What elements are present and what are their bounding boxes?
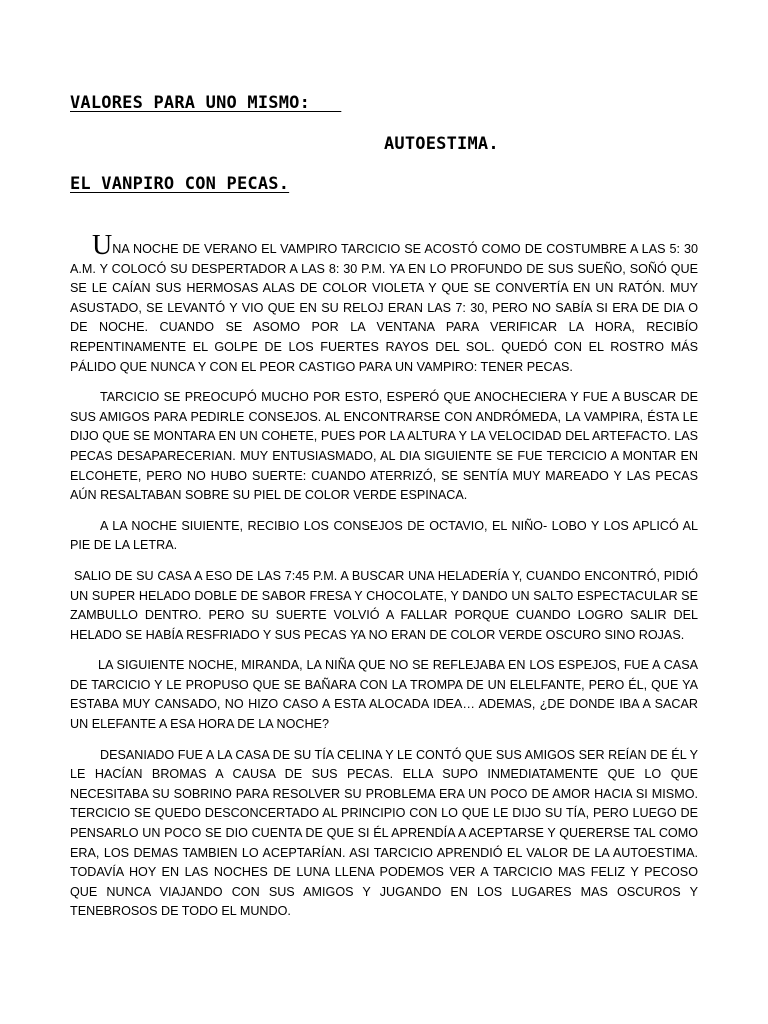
subtitle: AUTOESTIMA.: [384, 134, 499, 154]
story-body: [70, 230, 698, 933]
paragraph-1-text: NA NOCHE DE VERANO EL VAMPIRO TARCICIO SE ACOSTÓ COMO DE COSTUMBRE A LAS 5: 30 A.M. Y COLOCÓ SU DESPERTADOR A LAS 8: 30 P.M. YA EN LO PROFUNDO DE SUS SUEÑO, SOÑÓ QUE SE LE CAÍAN SUS HERMOSAS ALAS DE COLOR VIOLETA Y QUE SE CONVERTÍA EN UN RATÓN. MUY ASUSTADO, SE LEVANTÓ Y VIO QUE EN SU RELOJ ERAN LAS 7: 30, PERO NO SABÍA SI ERA DE DIA O DE NOCHE. CUANDO SE ASOMO POR LA VENTANA PARA VERIFICAR LA HORA, RECIBÍO REPENTINAMENTE EL GOLPE DE LOS FUERTES RAYOS DEL SOL. QUEDÓ CON EL ROSTRO MÁS PÁLIDO QUE NUNCA Y CON EL PEOR CASTIGO PARA UN VAMPIRO: TENER PECAS.: [70, 242, 698, 374]
drop-cap: U: [92, 230, 113, 261]
paragraph-3: A LA NOCHE SIUIENTE, RECIBIO LOS CONSEJOS DE OCTAVIO, EL NIÑO- LOBO Y LOS APLICÓ AL PIE DE LA LETRA.: [70, 518, 698, 553]
paragraph-2: TARCICIO SE PREOCUPÓ MUCHO POR ESTO, ESPERÓ QUE ANOCHECIERA Y FUE A BUSCAR DE SUS AMIGOS PARA PEDIRLE CONSEJOS. AL ENCONTRARSE CON ANDRÓMEDA, LA VAMPIRA, ÉSTA LE DIJO QUE SE MONTARA EN UN COHETE, PUES POR LA ALTURA Y LA VELOCIDAD DEL ARTEFACTO. LAS PECAS DESAPARECERIAN. MUY ENTUSIASMADO, AL DIA SIGUIENTE SE FUE TERCICIO A MONTAR EN ELCOHETE, PERO NO HUBO SUERTE: CUANDO ATERRIZÓ, SE SENTÍA MUY MAREADO Y LAS PECAS AÚN RESALTABAN SOBRE SU PIEL DE COLOR VERDE ESPINACA.: [70, 390, 698, 503]
section-heading: VALORES PARA UNO MISMO:: [70, 93, 342, 113]
paragraph-4: SALIO DE SU CASA A ESO DE LAS 7:45 P.M. A BUSCAR UNA HELADERÍA Y, CUANDO ENCONTRÓ, PIDIÓ UN SUPER HELADO DOBLE DE SABOR FRESA Y CHOCOLATE, Y DANDO UN SALTO ESPECTACULAR SE ZAMBULLO DENTRO. PERO SU SUERTE VOLVIÓ A FALLAR PORQUE CUANDO LOGRO SALIR DEL HELADO SE HABÍA RESFRIADO Y SUS PECAS YA NO ERAN DE COLOR VERDE OSCURO SINO ROJAS.: [70, 568, 698, 642]
paragraph-1: [70, 230, 698, 377]
paragraph-5: LA SIGUIENTE NOCHE, MIRANDA, LA NIÑA QUE NO SE REFLEJABA EN LOS ESPEJOS, FUE A CASA DE TARCICIO Y LE PROPUSO QUE SE BAÑARA CON LA TROMPA DE UN ELELFANTE, PERO ÉL, QUE YA ESTABA MUY CANSADO, NO HIZO CASO A ESTA ALOCADA IDEA… ADEMAS, ¿DE DONDE IBA A SACAR UN ELEFANTE A ESA HORA DE LA NOCHE?: [70, 658, 698, 732]
story-title: EL VANPIRO CON PECAS.: [70, 174, 290, 194]
paragraph-6: DESANIADO FUE A LA CASA DE SU TÍA CELINA Y LE CONTÓ QUE SUS AMIGOS SER REÍAN DE ÉL Y LE HACÍAN BROMAS A CAUSA DE SUS PECAS. ELLA SUPO INMEDIATAMENTE QUE LO QUE NECESITABA SU SOBRINO PARA RESOLVER SU PROBLEMA ERA UN POCO DE AMOR HACIA SI MISMO. TERCICIO SE QUEDO DESCONCERTADO AL PRINCIPIO CON LO QUE LE DIJO SU TÍA, PERO LUEGO DE PENSARLO UN POCO SE DIO CUENTA DE QUE SI ÉL APRENDÍA A ACEPTARSE Y QUERERSE TAL COMO ERA, LOS DEMAS TAMBIEN LO ACEPTARÍAN. ASI TARCICIO APRENDIÓ EL VALOR DE LA AUTOESTIMA. TODAVÍA HOY EN LAS NOCHES DE LUNA LLENA PODEMOS VER A TARCICIO MAS FELIZ Y PECOSO QUE NUNCA VIAJANDO CON SUS AMIGOS Y JUGANDO EN LOS LUGARES MAS OSCUROS Y TENEBROSOS DE TODO EL MUNDO.: [70, 747, 698, 919]
